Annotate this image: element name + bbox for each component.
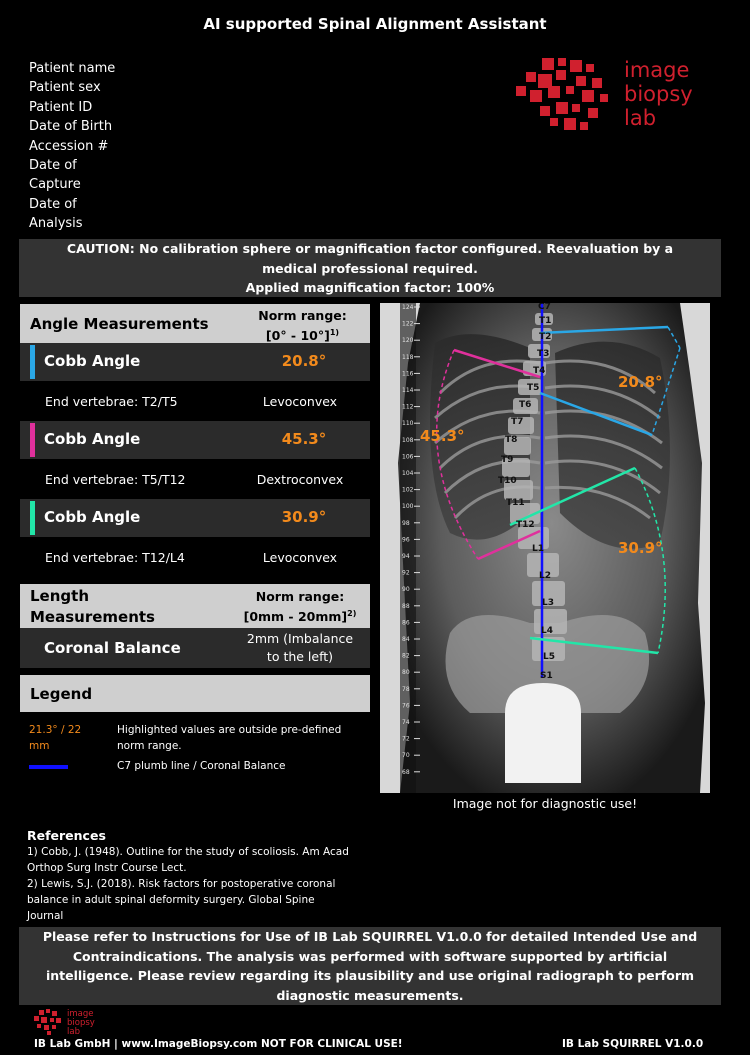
end-vertebrae-row-3 [20, 537, 370, 577]
cobb-angle-label-2: Cobb Angle [44, 430, 141, 448]
report-title: AI supported Spinal Alignment Assistant [203, 15, 547, 33]
vertebra-label: C7 [538, 303, 551, 312]
end-vertebrae-row-1 [20, 381, 370, 421]
footer-logo-wordmark: image biopsy lab [67, 1009, 95, 1037]
ruler-label: 78 [402, 685, 410, 693]
cobb-angle-label-3: Cobb Angle [44, 508, 141, 526]
vertebra-label: T2 [539, 332, 552, 342]
cobb-angle-value-3: 30.9° [281, 508, 327, 526]
vertebra-label: T12 [516, 520, 535, 530]
ruler-label: 80 [402, 669, 410, 677]
date-analysis-label-1: Date of [29, 196, 77, 212]
xray-angle-label-3: 30.9° [618, 539, 663, 557]
ruler-label: 92 [402, 569, 410, 577]
end-vertebrae-2: End vertebrae: T5/T12 [45, 472, 186, 487]
length-measurements-header [20, 584, 370, 628]
footer-logo-icon [33, 1008, 65, 1036]
ruler-label: 100 [402, 503, 414, 511]
legend-highlight-sample: 21.3° / 22 mm [29, 724, 82, 752]
vertebra-label: T11 [506, 498, 525, 508]
cobb-angle-label-1: Cobb Angle [44, 352, 141, 370]
ruler-label: 70 [402, 752, 410, 760]
length-measurements-title: Length Measurements [30, 587, 155, 626]
xray-disclaimer-note: Image not for diagnostic use! [452, 796, 638, 811]
patient-id-label: Patient ID [29, 99, 93, 115]
coronal-balance-row [20, 628, 370, 668]
vertebra-label: T7 [511, 417, 524, 427]
vertebra-label: T10 [498, 476, 517, 486]
references-block [27, 828, 372, 924]
ruler-label: 124 [402, 304, 414, 311]
end-vertebrae-3: End vertebrae: T12/L4 [45, 550, 185, 565]
cobb-color-bar-1 [30, 345, 35, 379]
ruler-label: 84 [402, 636, 410, 643]
patient-sex-label: Patient sex [29, 80, 101, 96]
ruler-label: 72 [402, 735, 410, 743]
date-analysis-label-2: Analysis [29, 216, 83, 232]
vertebra-label: T3 [537, 349, 550, 359]
ruler-label: 90 [402, 586, 410, 594]
ruler-label: 102 [402, 486, 414, 494]
date-capture-label-1: Date of [29, 158, 77, 174]
ruler-label: 110 [402, 420, 414, 428]
vertebra-label: T1 [539, 316, 552, 326]
ruler-label: 82 [402, 652, 410, 660]
ruler-label: 74 [402, 719, 410, 726]
patient-name-label: Patient name [29, 61, 116, 76]
cobb-angle-value-1: 20.8° [281, 352, 327, 370]
ruler-label: 116 [402, 370, 414, 378]
logo-wordmark: image biopsy lab [624, 58, 693, 130]
vertebra-label: T9 [501, 455, 514, 465]
ruler-label: 96 [402, 536, 410, 544]
ruler-label: 114 [402, 387, 414, 394]
cobb-angle-row-3 [20, 499, 370, 537]
ruler-label: 94 [402, 553, 410, 560]
legend-plumb-line-swatch [29, 765, 68, 769]
footer-version: IB Lab SQUIRREL V1.0.0 [562, 1038, 704, 1050]
vertebra-label: T6 [519, 400, 532, 410]
patient-info [29, 59, 115, 234]
vertebra-label: T8 [505, 435, 518, 445]
ruler-label: 76 [402, 702, 410, 710]
ruler-label: 68 [402, 768, 410, 776]
convexity-1: Levoconvex [262, 394, 338, 409]
cobb-color-bar-3 [30, 501, 35, 535]
references-title: References [27, 828, 106, 843]
reference-1-line-1: 1) Cobb, J. (1948). Outline for the study of scoliosis. Am Acad [27, 846, 349, 858]
ruler-label: 108 [402, 436, 414, 444]
caution-banner: CAUTION: No calibration sphere or magnification factor configured. Reevaluation by a medical professional required. Applied magnification factor: 100% [19, 239, 721, 297]
vertebra-label: T5 [527, 383, 540, 393]
vertebra-label: L1 [532, 544, 544, 554]
ruler-label: 104 [402, 470, 414, 477]
legend-header [20, 675, 370, 712]
spine-xray-image [380, 303, 710, 793]
date-capture-label-2: Capture [29, 177, 81, 193]
reference-2-line-3: Journal [27, 910, 64, 922]
disclaimer-banner: Please refer to Instructions for Use of IB Lab SQUIRREL V1.0.0 for detailed Intended Use and Contraindications. The analysis was performed with software supported by artificial intelligence. Please review regarding its plausibility and use original radiograph to perform diagnostic measurements. [19, 927, 721, 1005]
ruler-label: 112 [402, 403, 414, 411]
dob-label: Date of Birth [29, 119, 113, 135]
ruler-label: 88 [402, 602, 410, 610]
reference-2-line-2: balance in adult spinal deformity surgery. Global Spine [27, 894, 315, 906]
ruler-label: 118 [402, 353, 414, 361]
footer-company: IB Lab GmbH | www.ImageBiopsy.com NOT FOR CLINICAL USE! [34, 1038, 403, 1050]
cobb-angle-row-2 [20, 421, 370, 459]
vertebra-label: L5 [543, 652, 555, 662]
ruler-label: 120 [402, 337, 414, 345]
end-vertebrae-1: End vertebrae: T2/T5 [45, 394, 178, 409]
ruler-label: 122 [402, 320, 414, 328]
legend-highlight-desc: Highlighted values are outside pre-defined norm range. [117, 724, 342, 752]
vertebra-label: L2 [539, 571, 551, 581]
ruler-label: 98 [402, 519, 410, 527]
coronal-balance-label: Coronal Balance [44, 639, 181, 657]
vertebra-label: S1 [540, 671, 553, 681]
ruler-label: 86 [402, 619, 410, 627]
reference-1-line-2: Orthop Surg Instr Course Lect. [27, 862, 187, 874]
coronal-balance-value: 2mm (Imbalance to the left) [246, 631, 354, 664]
vertebra-label: L4 [541, 626, 553, 636]
vertebra-label: L3 [542, 598, 554, 608]
end-vertebrae-row-2 [20, 459, 370, 499]
convexity-3: Levoconvex [262, 550, 338, 565]
xray-angle-label-1: 20.8° [618, 373, 663, 391]
vertebra-label: T4 [533, 366, 546, 376]
xray-angle-label-2: 45.3° [420, 427, 465, 445]
convexity-2: Dextroconvex [256, 472, 344, 487]
legend-title: Legend [30, 685, 93, 703]
cobb-angle-row-1 [20, 343, 370, 381]
cobb-color-bar-2 [30, 423, 35, 457]
length-norm-range: Norm range: [0mm - 20mm]$^{2)}$ [243, 589, 357, 625]
reference-2-line-1: 2) Lewis, S.J. (2018). Risk factors for postoperative coronal [27, 878, 336, 890]
angle-measurements-title: Angle Measurements [30, 315, 209, 333]
angle-norm-range: Norm range: [0° - 10°]$^{1)}$ [258, 308, 347, 344]
accession-label: Accession # [29, 138, 109, 154]
ruler-label: 106 [402, 453, 414, 461]
cobb-angle-value-2: 45.3° [281, 430, 327, 448]
angle-measurements-header [20, 304, 370, 344]
legend-plumb-line-desc: C7 plumb line / Coronal Balance [117, 760, 286, 772]
